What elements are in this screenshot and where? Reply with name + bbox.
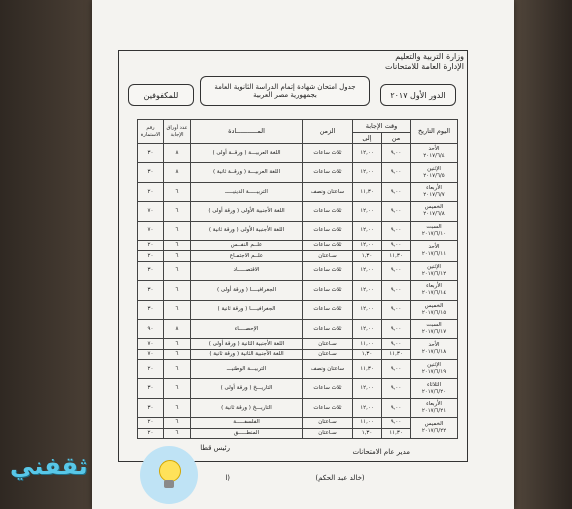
table-row bbox=[138, 202, 458, 221]
day-date-cell bbox=[411, 281, 458, 300]
day-date-cell bbox=[411, 261, 458, 280]
time-from-cell: ٩,٠٠ bbox=[382, 261, 411, 280]
table-row bbox=[138, 241, 458, 251]
duration-cell: سـاعتان bbox=[303, 339, 353, 349]
form-number-cell: ٧٠ bbox=[138, 339, 164, 349]
exam-date: ٢٠١٧/٦/١٨ bbox=[421, 349, 447, 356]
time-to-cell: ١٢,٠٠ bbox=[353, 300, 382, 319]
header-sheets: عدد أوراق الإجابة bbox=[164, 120, 191, 144]
day-name: الإثنين bbox=[427, 362, 441, 369]
time-from-cell: ٩,٠٠ bbox=[382, 202, 411, 221]
audience-box bbox=[128, 84, 194, 106]
table-row bbox=[138, 398, 458, 417]
duration-cell: ثلاث ساعات bbox=[303, 379, 353, 398]
table-row bbox=[138, 163, 458, 182]
header-to: إلى bbox=[353, 133, 382, 144]
title-line1: جدول امتحان شهادة إتمام الدراسة الثانوية العامة bbox=[214, 83, 356, 91]
form-number-cell: ٢٠ bbox=[138, 428, 164, 438]
exam-date: ٢٠١٧/٦/١٠ bbox=[421, 230, 447, 237]
time-to-cell: ١٢,٠٠ bbox=[353, 221, 382, 240]
day-date-cell bbox=[411, 398, 458, 417]
duration-cell: ثلاث ساعات bbox=[303, 281, 353, 300]
subject-cell: الاقتصـــــاد bbox=[191, 261, 303, 280]
session-label: الدور الأول ٢٠١٧ bbox=[390, 90, 446, 100]
subject-cell: اللغة الأجنبية الثانية ( ورقة ثانية ) bbox=[191, 349, 303, 359]
form-number-cell: ٧٠ bbox=[138, 349, 164, 359]
day-name: الخميس bbox=[424, 302, 444, 309]
exam-date: ٢٠١٧/٦/١٢ bbox=[421, 270, 447, 277]
sheets-cell: ٨ bbox=[164, 319, 191, 338]
time-to-cell: ١٢,٠٠ bbox=[353, 319, 382, 338]
header-from: من bbox=[382, 133, 411, 144]
day-date-cell bbox=[411, 379, 458, 398]
time-from-cell: ٩,٠٠ bbox=[382, 221, 411, 240]
form-number-cell: ٢٠ bbox=[138, 182, 164, 201]
duration-cell: ساعتان ونصف bbox=[303, 360, 353, 379]
time-from-cell: ٩,٠٠ bbox=[382, 418, 411, 428]
day-name: الأربعاء bbox=[426, 185, 442, 192]
administration-name: الإدارة العامة للامتحانات bbox=[385, 62, 464, 71]
ministry-name: وزارة التربية والتعليم bbox=[395, 52, 464, 61]
sheets-cell: ٦ bbox=[164, 202, 191, 221]
background-right bbox=[514, 0, 572, 509]
day-name: الثلاثاء bbox=[427, 381, 441, 388]
duration-cell: ثلاث ساعات bbox=[303, 319, 353, 338]
duration-cell: سـاعتان bbox=[303, 349, 353, 359]
day-date-cell bbox=[411, 339, 458, 360]
table-row bbox=[138, 428, 458, 438]
subject-cell: اللغة الأجنبية الأولى ( ورقة أولى ) bbox=[191, 202, 303, 221]
duration-cell: سـاعتان bbox=[303, 251, 353, 261]
time-to-cell: ١٢,٠٠ bbox=[353, 202, 382, 221]
time-to-cell: ١١,٠٠ bbox=[353, 339, 382, 349]
subject-cell: الإحصــــاء bbox=[191, 319, 303, 338]
sheets-cell: ٦ bbox=[164, 339, 191, 349]
table-row bbox=[138, 379, 458, 398]
duration-cell: ثلاث ساعات bbox=[303, 398, 353, 417]
director-name: (خالد عبد الحكم) bbox=[315, 474, 365, 482]
duration-cell: ثلاث ساعات bbox=[303, 202, 353, 221]
header-duration: الزمن bbox=[303, 120, 353, 144]
form-number-cell: ٢٠ bbox=[138, 360, 164, 379]
day-date-cell bbox=[411, 182, 458, 201]
sheets-cell: ٦ bbox=[164, 300, 191, 319]
time-from-cell: ٩,٠٠ bbox=[382, 379, 411, 398]
time-to-cell: ١,٣٠ bbox=[353, 428, 382, 438]
sheets-cell: ٦ bbox=[164, 398, 191, 417]
table-row bbox=[138, 418, 458, 428]
form-number-cell: ٣٠ bbox=[138, 281, 164, 300]
time-from-cell: ٩,٠٠ bbox=[382, 339, 411, 349]
subject-cell: اللغة الأجنبية الثانية ( ورقة أولى ) bbox=[191, 339, 303, 349]
time-to-cell: ١١,٣٠ bbox=[353, 182, 382, 201]
form-number-cell: ٣٠ bbox=[138, 398, 164, 417]
subject-cell: اللغة العربيـــة ( ورقــة ثانية ) bbox=[191, 163, 303, 182]
day-date-cell bbox=[411, 221, 458, 240]
session-box bbox=[380, 84, 456, 106]
time-to-cell: ١١,٣٠ bbox=[353, 360, 382, 379]
form-number-cell: ٣٠ bbox=[138, 379, 164, 398]
exam-date: ٢٠١٧/٦/١٧ bbox=[421, 329, 447, 336]
day-date-cell bbox=[411, 360, 458, 379]
sheets-cell: ٦ bbox=[164, 221, 191, 240]
ministry-heading bbox=[0, 52, 464, 72]
sheets-cell: ٦ bbox=[164, 241, 191, 251]
other-title: رئيس قطا bbox=[200, 444, 230, 452]
form-number-cell: ٣٠ bbox=[138, 261, 164, 280]
form-number-cell: ٢٠ bbox=[138, 418, 164, 428]
subject-cell: اللغة العربيـــة ( ورقــة أولى ) bbox=[191, 144, 303, 163]
table-row bbox=[138, 339, 458, 349]
time-from-cell: ٩,٠٠ bbox=[382, 163, 411, 182]
table-row bbox=[138, 251, 458, 261]
day-date-cell bbox=[411, 418, 458, 439]
time-from-cell: ١١,٣٠ bbox=[382, 251, 411, 261]
exam-date: ٢٠١٧/٦/٢١ bbox=[421, 408, 447, 415]
day-date-cell bbox=[411, 144, 458, 163]
day-name: السبت bbox=[426, 322, 442, 329]
sheets-cell: ٦ bbox=[164, 261, 191, 280]
time-from-cell: ٩,٠٠ bbox=[382, 144, 411, 163]
day-name: الأحد bbox=[428, 146, 440, 153]
title-box bbox=[200, 76, 370, 106]
exam-schedule-table bbox=[137, 119, 458, 439]
exam-date: ٢٠١٧/٦/١٤ bbox=[421, 290, 447, 297]
header-answer-time: وقت الإجابة bbox=[353, 120, 411, 133]
director-title: مدير عام الامتحانات bbox=[352, 448, 410, 456]
subject-cell: المنطـــــق bbox=[191, 428, 303, 438]
subject-cell: اللغة الأجنبية الأولى ( ورقة ثانية ) bbox=[191, 221, 303, 240]
form-number-cell: ٩٠ bbox=[138, 319, 164, 338]
duration-cell: ساعتان ونصف bbox=[303, 182, 353, 201]
watermark-logo bbox=[140, 446, 198, 504]
header-subject: المـــــــــــادة bbox=[191, 120, 303, 144]
time-to-cell: ١٢,٠٠ bbox=[353, 261, 382, 280]
duration-cell: ثلاث ساعات bbox=[303, 144, 353, 163]
day-name: الخميس bbox=[424, 204, 444, 211]
time-from-cell: ٩,٠٠ bbox=[382, 241, 411, 251]
table-row bbox=[138, 144, 458, 163]
exam-date: ٢٠١٧/٦/٧ bbox=[423, 192, 445, 199]
time-from-cell: ٩,٠٠ bbox=[382, 319, 411, 338]
duration-cell: ثلاث ساعات bbox=[303, 241, 353, 251]
sheets-cell: ٦ bbox=[164, 349, 191, 359]
day-name: الأحد bbox=[428, 342, 440, 349]
subject-cell: علــم الاجتمـاع bbox=[191, 251, 303, 261]
time-from-cell: ٩,٠٠ bbox=[382, 300, 411, 319]
table-row bbox=[138, 300, 458, 319]
subject-cell: التربيـــــة الدينيـــــ bbox=[191, 182, 303, 201]
form-number-cell: ٣٠ bbox=[138, 300, 164, 319]
time-to-cell: ١٢,٠٠ bbox=[353, 241, 382, 251]
time-from-cell: ٩,٠٠ bbox=[382, 281, 411, 300]
audience-label: للمكفوفين bbox=[143, 90, 179, 100]
other-name: (ا bbox=[225, 474, 230, 482]
table-row bbox=[138, 319, 458, 338]
sheets-cell: ٦ bbox=[164, 360, 191, 379]
exam-date: ٢٠١٧/٦/١١ bbox=[421, 250, 447, 257]
duration-cell: ثلاث ساعات bbox=[303, 300, 353, 319]
exam-date: ٢٠١٧/٦/٢٠ bbox=[421, 388, 447, 395]
time-from-cell: ٩,٠٠ bbox=[382, 398, 411, 417]
day-name: السبت bbox=[426, 223, 442, 230]
time-from-cell: ٩,٠٠ bbox=[382, 360, 411, 379]
time-to-cell: ١١,٠٠ bbox=[353, 418, 382, 428]
day-date-cell bbox=[411, 300, 458, 319]
time-to-cell: ١٢,٠٠ bbox=[353, 398, 382, 417]
form-number-cell: ٧٠ bbox=[138, 221, 164, 240]
day-name: الأربعاء bbox=[426, 283, 442, 290]
table-row bbox=[138, 281, 458, 300]
form-number-cell: ٧٠ bbox=[138, 202, 164, 221]
subject-cell: التاريـــخ ( ورقة ثانية ) bbox=[191, 398, 303, 417]
header-form-no: رقم الاستمارة bbox=[138, 120, 164, 144]
exam-date: ٢٠١٧/٦/٥ bbox=[423, 172, 445, 179]
day-name: الأربعاء bbox=[426, 401, 442, 408]
time-to-cell: ١٢,٠٠ bbox=[353, 281, 382, 300]
day-name: الإثنين bbox=[427, 165, 441, 172]
exam-date: ٢٠١٧/٦/٤ bbox=[423, 153, 445, 160]
exam-date: ٢٠١٧/٦/١٥ bbox=[421, 309, 447, 316]
table-row bbox=[138, 360, 458, 379]
watermark-text: ثقفني bbox=[10, 452, 88, 480]
day-name: الخميس bbox=[424, 421, 444, 428]
background-left bbox=[0, 0, 92, 509]
day-name: الإثنين bbox=[427, 263, 441, 270]
time-from-cell: ١١,٣٠ bbox=[382, 428, 411, 438]
sheets-cell: ٦ bbox=[164, 428, 191, 438]
form-number-cell: ٢٠ bbox=[138, 241, 164, 251]
sheets-cell: ٦ bbox=[164, 281, 191, 300]
sheets-cell: ٦ bbox=[164, 379, 191, 398]
table-row bbox=[138, 221, 458, 240]
subject-cell: التاريـــخ ( ورقة أولى ) bbox=[191, 379, 303, 398]
time-from-cell: ١١,٣٠ bbox=[382, 349, 411, 359]
sheets-cell: ٨ bbox=[164, 163, 191, 182]
table-row bbox=[138, 182, 458, 201]
subject-cell: علــم النفــس bbox=[191, 241, 303, 251]
lightbulb-icon bbox=[156, 460, 182, 490]
day-date-cell bbox=[411, 319, 458, 338]
subject-cell: الفلسفـــــة bbox=[191, 418, 303, 428]
form-number-cell: ٣٠ bbox=[138, 144, 164, 163]
time-to-cell: ١٢,٠٠ bbox=[353, 144, 382, 163]
subject-cell: التربيـــة الوطنيـــ bbox=[191, 360, 303, 379]
time-to-cell: ١,٣٠ bbox=[353, 251, 382, 261]
sheets-cell: ٦ bbox=[164, 182, 191, 201]
time-from-cell: ٩,٠٠ bbox=[382, 182, 411, 201]
day-date-cell bbox=[411, 241, 458, 262]
table-row bbox=[138, 349, 458, 359]
time-to-cell: ١,٣٠ bbox=[353, 349, 382, 359]
day-date-cell bbox=[411, 163, 458, 182]
time-to-cell: ١٢,٠٠ bbox=[353, 163, 382, 182]
duration-cell: ثلاث ساعات bbox=[303, 163, 353, 182]
subject-cell: الجغرافيــــا ( ورقة ثانية ) bbox=[191, 300, 303, 319]
table-row bbox=[138, 261, 458, 280]
exam-date: ٢٠١٧/٦/١٩ bbox=[421, 369, 447, 376]
time-to-cell: ١٢,٠٠ bbox=[353, 379, 382, 398]
duration-cell: سـاعتان bbox=[303, 418, 353, 428]
exam-date: ٢٠١٧/٦/٨ bbox=[423, 211, 445, 218]
sheets-cell: ٨ bbox=[164, 144, 191, 163]
day-name: الأحد bbox=[428, 243, 440, 250]
form-number-cell: ٢٠ bbox=[138, 251, 164, 261]
day-date-cell bbox=[411, 202, 458, 221]
duration-cell: ثلاث ساعات bbox=[303, 261, 353, 280]
sheets-cell: ٦ bbox=[164, 251, 191, 261]
exam-date: ٢٠١٧/٦/٢٢ bbox=[421, 428, 447, 435]
duration-cell: سـاعتان bbox=[303, 428, 353, 438]
title-line2: بجمهورية مصر العربية bbox=[253, 91, 317, 99]
header-day-date: اليوم التاريخ bbox=[411, 120, 458, 144]
form-number-cell: ٣٠ bbox=[138, 163, 164, 182]
sheets-cell: ٦ bbox=[164, 418, 191, 428]
subject-cell: الجغرافيــــا ( ورقة أولى ) bbox=[191, 281, 303, 300]
duration-cell: ثلاث ساعات bbox=[303, 221, 353, 240]
